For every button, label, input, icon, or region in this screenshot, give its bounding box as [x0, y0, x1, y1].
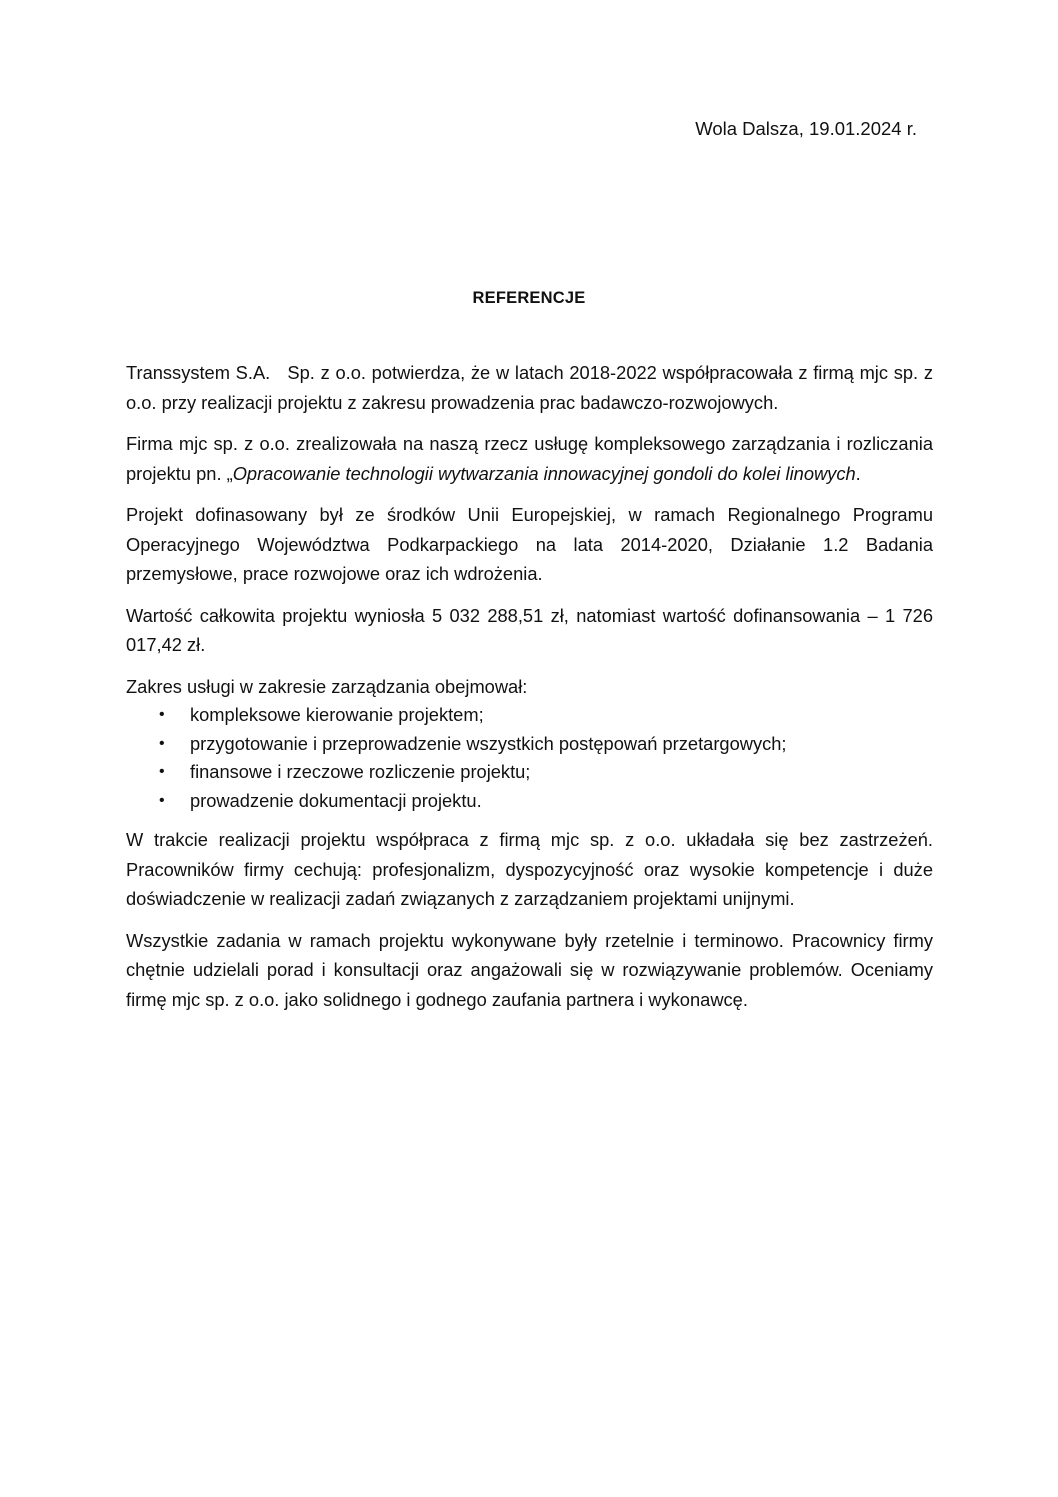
bullet-icon: •	[159, 791, 165, 809]
list-item-text: przygotowanie i przeprowadzenie wszystkich postępowań przetargowych;	[190, 732, 787, 754]
place-and-date: Wola Dalsza, 19.01.2024 r.	[695, 118, 917, 139]
paragraph-service-description	[126, 429, 933, 488]
service-description-prefix: Firma mjc sp. z o.o. zrealizowała na naszą rzecz usługę kompleksowego zarządzania i rozliczania projektu pn. „	[126, 433, 933, 484]
bullet-icon: •	[159, 763, 165, 780]
bullet-icon: •	[159, 706, 165, 723]
paragraph-scope-intro: Zakres usługi w zakresie zarządzania obejmował:	[126, 675, 528, 697]
list-item	[126, 787, 933, 816]
paragraph-final-recommendation: Wszystkie zadania w ramach projektu wykonywane były rzetelnie i terminowo. Pracownicy firmy chętnie udzielali porad i konsultacji oraz angażowali się w rozwiązywanie problemów. Oceniamy firmę mjc sp. z o.o. jako solidnego i godnego zaufania partnera i wykonawcę.	[126, 929, 933, 1010]
service-description-suffix: .	[855, 462, 861, 484]
list-item	[126, 758, 933, 787]
list-item-text: prowadzenie dokumentacji projektu.	[190, 789, 482, 811]
paragraph-funding-source: Projekt dofinasowany był ze środków Unii Europejskiej, w ramach Regionalnego Programu Operacyjnego Województwa Podkarpackiego na lata 2014-2020, Działanie 1.2 Badania przemysłowe, prace rozwojowe oraz ich wdrożenia.	[126, 504, 933, 584]
list-item	[126, 701, 933, 730]
paragraph-cooperation-assessment: W trakcie realizacji projektu współpraca z firmą mjc sp. z o.o. układała się bez zastrzeżeń. Pracowników firmy cechują: profesjonalizm, dyspozycyjność oraz wysokie kompetencje i duże doświadczenie w realizacji zadań związanych z zarządzaniem projektami unijnymi.	[126, 829, 933, 909]
list-item-text: kompleksowe kierowanie projektem;	[190, 704, 484, 725]
scope-list	[126, 701, 933, 815]
list-item-text: finansowe i rzeczowe rozliczenie projektu;	[190, 761, 531, 782]
letter-body	[126, 358, 933, 1026]
paragraph-project-value: Wartość całkowita projektu wyniosła 5 032 288,51 zł, natomiast wartość dofinansowania – 1 726 017,42 zł.	[126, 604, 933, 655]
project-name: Opracowanie technologii wytwarzania innowacyjnej gondoli do kolei linowych	[232, 462, 856, 484]
paragraph-confirmation: Transsystem S.A. Sp. z o.o. potwierdza, że w latach 2018-2022 współpracowała z firmą mjc sp. z o.o. przy realizacji projektu z zakresu prowadzenia prac badawczo-rozwojowych.	[126, 362, 933, 413]
list-item	[126, 730, 933, 759]
document-title: REFERENCJE	[472, 289, 586, 307]
bullet-icon: •	[159, 734, 165, 752]
